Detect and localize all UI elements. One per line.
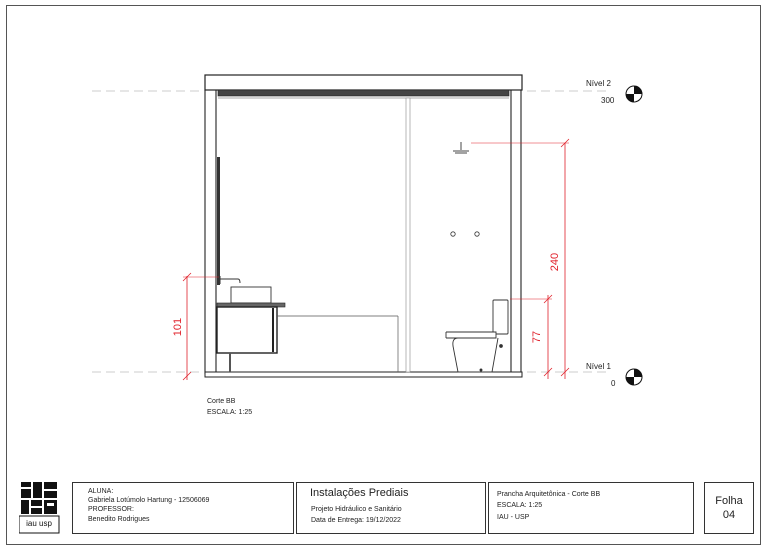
vanity-cabinet <box>217 307 277 353</box>
shower-partition <box>406 98 410 372</box>
dimension-toilet-text: 77 <box>531 330 543 344</box>
board-institution: IAU - USP <box>497 514 530 521</box>
institution-logo <box>19 482 61 534</box>
logo-text: iau usp <box>26 519 52 528</box>
ceiling-slab <box>205 75 522 90</box>
toilet <box>446 300 508 372</box>
professor-label: PROFESSOR: <box>88 506 134 513</box>
sheet-label: Folha <box>715 495 743 507</box>
course-title: Instalações Prediais <box>310 487 409 499</box>
student-label: ALUNA: <box>88 488 114 495</box>
shower-valve-left <box>451 232 455 236</box>
delivery-date: Data de Entrega: 19/12/2022 <box>311 517 401 524</box>
student-name: Gabriela Lotúmolo Hartung - 12506069 <box>88 497 210 504</box>
shower-valve-right <box>475 232 479 236</box>
section-scale: ESCALA: 1:25 <box>207 409 253 416</box>
door-leaf <box>217 157 220 285</box>
sink-faucet <box>220 276 240 284</box>
board-title: Prancha Arquitetônica - Corte BB <box>497 491 601 498</box>
level-marker-2 <box>626 86 642 102</box>
level-1-value: 0 <box>611 379 616 388</box>
bench <box>277 316 398 372</box>
course-subtitle: Projeto Hidráulico e Sanitário <box>311 506 402 513</box>
level-reference-lines <box>92 91 610 372</box>
sink-bowl <box>231 287 271 303</box>
section-title: Corte BB <box>207 398 236 405</box>
level-2-value: 300 <box>601 96 615 105</box>
dimension-shower-text: 240 <box>549 252 561 272</box>
sheet-number-box <box>704 482 754 534</box>
level-2-name: Nível 2 <box>586 79 611 88</box>
board-scale: ESCALA: 1:25 <box>497 502 543 509</box>
sheet-number: 04 <box>722 509 736 521</box>
ceiling-lining <box>218 90 509 96</box>
vanity-leg <box>229 353 231 372</box>
shower-head <box>453 142 469 153</box>
dimension-sink-text: 101 <box>172 317 184 337</box>
floor-slab <box>205 372 522 377</box>
level-marker-1 <box>626 369 642 385</box>
professor-name: Benedito Rodrigues <box>88 516 150 523</box>
level-1-name: Nível 1 <box>586 362 611 371</box>
